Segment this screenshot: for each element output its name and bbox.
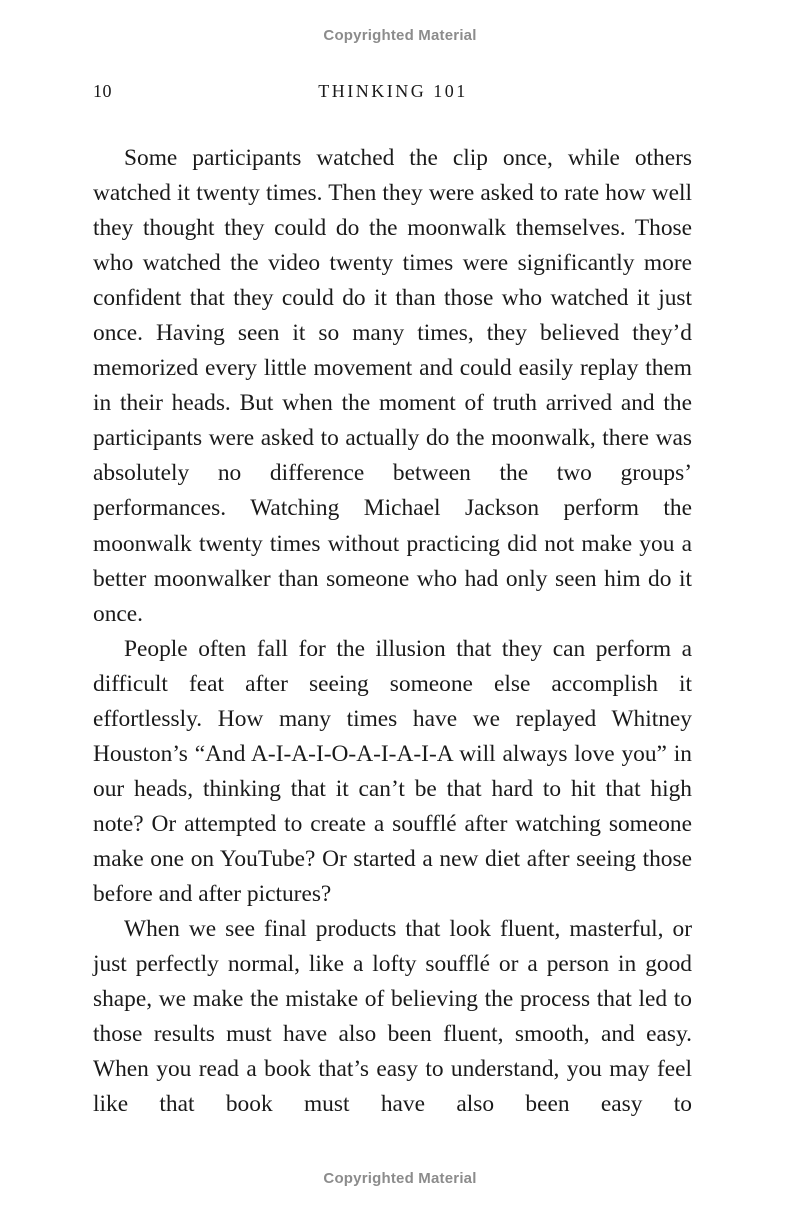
paragraph-1: Some participants watched the clip once, while others watched it twenty times. Then they were asked to rate how well they thought they could do the moonwalk themselves. Those who watched the video twenty times were significantly more confident that they could do it than those who watched it just once. Having seen it so many times, they believed they’d memorized every little movement and could easily replay them in their heads. But when the moment of truth arrived and the participants were asked to actually do the moonwalk, there was absolutely no difference between the two groups’ performances. Watching Michael Jackson perform the moonwalk twenty times without practicing did not make you a better moonwalker than someone who had only seen him do it once. [93, 145, 692, 627]
paragraph-2: People often fall for the illusion that they can perform a difficult feat after seeing someone else accomplish it effortlessly. How many times have we replayed Whitney Houston’s “And A-I-A-I-O-A-I-A-I-A will always love you” in our heads, thinking that it can’t be that hard to hit that high note? Or attempted to create a soufflé after watching someone make one on YouTube? Or started a new diet after seeing those before and after pictures? [93, 635, 692, 907]
book-title: THINKING 101 [318, 81, 468, 101]
copyright-watermark-top: Copyrighted Material [323, 27, 477, 44]
body-text [93, 141, 692, 1122]
paragraph-3: When we see final products that look fluent, masterful, or just perfectly normal, like a lofty soufflé or a person in good shape, we make the mistake of believing the process that led to those results must have also been fluent, smooth, and easy. When you read a book that’s easy to understand, you may feel like that book must have also been easy to [93, 916, 692, 1118]
copyright-watermark-bottom: Copyrighted Material [323, 1170, 477, 1187]
running-head [93, 81, 693, 105]
page-number: 10 [93, 81, 112, 101]
